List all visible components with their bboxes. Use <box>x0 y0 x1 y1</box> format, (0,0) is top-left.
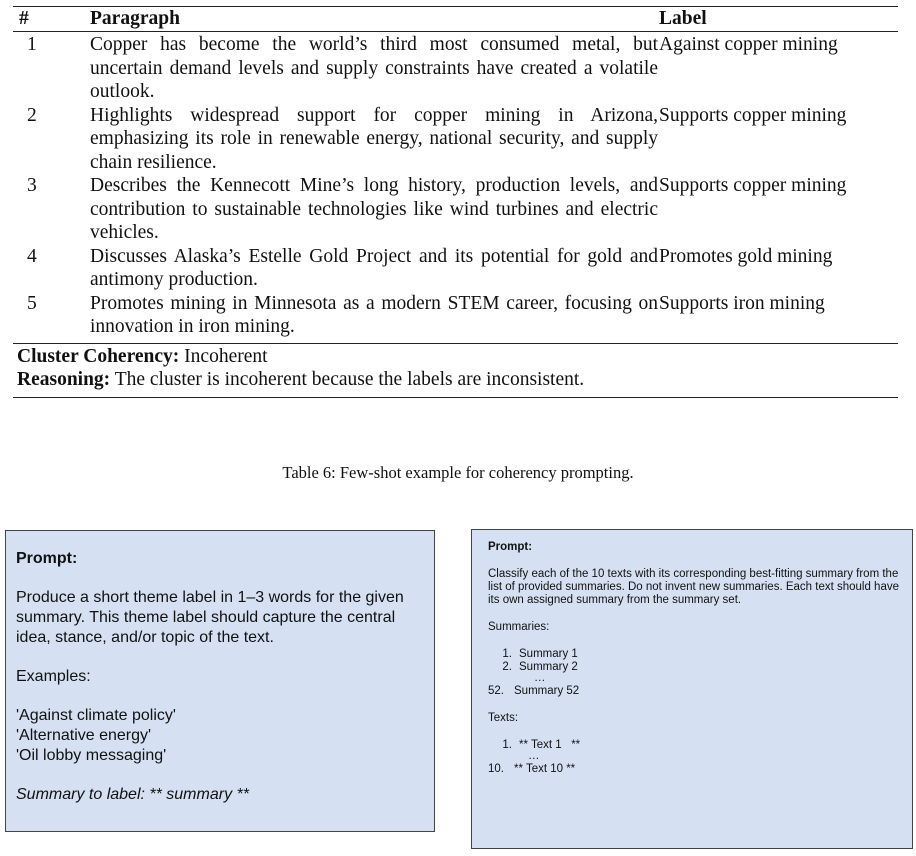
prompt-title: Prompt: <box>16 550 78 567</box>
cluster-coherency <box>13 345 898 368</box>
row-num: 3 <box>27 175 37 196</box>
list-item <box>488 648 900 661</box>
list-item <box>488 739 900 752</box>
summary-to-label: Summary to label: ** summary ** <box>16 786 249 803</box>
list-text: Summary 52 <box>514 685 580 697</box>
table-row <box>13 292 898 339</box>
row-label: Supports copper mining <box>659 175 847 196</box>
table-body <box>13 32 898 343</box>
theme-label-prompt-box <box>5 530 435 832</box>
summaries-heading: Summaries: <box>488 621 550 633</box>
list-text: Summary 1 <box>519 648 578 660</box>
prompt-title: Prompt: <box>488 541 533 553</box>
row-paragraph: Discusses Alaska’s Estelle Gold Project and its potential for gold and antimony production. <box>90 245 658 290</box>
reasoning-value: The cluster is incoherent because the labels are inconsistent. <box>110 368 585 390</box>
coherency-label: Cluster Coherency: <box>17 345 180 367</box>
list-number: 2. <box>502 661 512 673</box>
list-number: 52. <box>488 685 504 697</box>
table-bottom-rule <box>13 397 898 398</box>
table-row <box>13 33 898 104</box>
header-label: Label <box>659 8 707 29</box>
prompt-instruction: Produce a short theme label in 1–3 words for the given summary. This theme label should capture the central idea, stance, and/or topic of the text. <box>16 589 404 646</box>
list-text: ** Text 1 ** <box>519 739 581 751</box>
list-item <box>488 685 900 698</box>
list-text: Summary 2 <box>519 661 578 673</box>
list-ellipsis: … <box>534 672 546 684</box>
table-row <box>13 174 898 245</box>
coherency-value: Incoherent <box>179 345 268 367</box>
example-item: 'Alternative energy' <box>16 727 152 744</box>
reasoning-label: Reasoning: <box>17 368 111 390</box>
example-item: 'Oil lobby messaging' <box>16 747 167 764</box>
list-ellipsis: … <box>528 750 540 762</box>
list-item <box>488 661 900 674</box>
row-paragraph: Copper has become the world’s third most consumed metal, but uncertain demand levels and supply constraints have created a volatile outlook. <box>90 34 658 102</box>
row-paragraph: Highlights widespread support for copper mining in Arizona, emphasizing its role in renewable energy, national security, and supply chain resilience. <box>90 104 658 173</box>
table-caption: Table 6: Few-shot example for coherency prompting. <box>282 463 634 482</box>
table-row <box>13 104 898 175</box>
prompt-instruction: Classify each of the 10 texts with its corresponding best-fitting summary from the list of provided summaries. Do not invent new summaries. Each text should have its own assigned summary from the summary set. <box>488 568 899 606</box>
row-label: Supports iron mining <box>659 292 825 314</box>
reasoning <box>13 368 898 391</box>
coherency-table <box>13 6 898 398</box>
texts-heading: Texts: <box>488 712 519 724</box>
classification-prompt-box <box>471 529 913 849</box>
table-header <box>13 7 898 31</box>
row-label: Supports copper mining <box>659 104 847 126</box>
list-item <box>488 763 900 776</box>
list-number: 1. <box>502 648 512 660</box>
row-num: 5 <box>27 292 37 314</box>
row-label: Promotes gold mining <box>659 245 833 267</box>
example-item: 'Against climate policy' <box>16 707 176 724</box>
header-paragraph: Paragraph <box>90 8 180 29</box>
row-num: 4 <box>27 245 37 267</box>
examples-heading: Examples: <box>16 668 91 685</box>
list-number: 1. <box>502 739 512 751</box>
table-row <box>13 245 898 292</box>
row-label: Against copper mining <box>659 34 838 55</box>
row-paragraph: Describes the Kennecott Mine’s long history, production levels, and contribution to sustainable technologies like wind turbines and electric vehicles. <box>90 175 658 243</box>
row-num: 2 <box>27 104 37 126</box>
row-paragraph: Promotes mining in Minnesota as a modern STEM career, focusing on innovation in iron mining. <box>90 292 658 337</box>
row-num: 1 <box>27 34 37 55</box>
list-number: 10. <box>488 763 504 775</box>
list-text: ** Text 10 ** <box>514 763 576 775</box>
header-num: # <box>19 8 29 29</box>
table-footer <box>13 344 898 397</box>
